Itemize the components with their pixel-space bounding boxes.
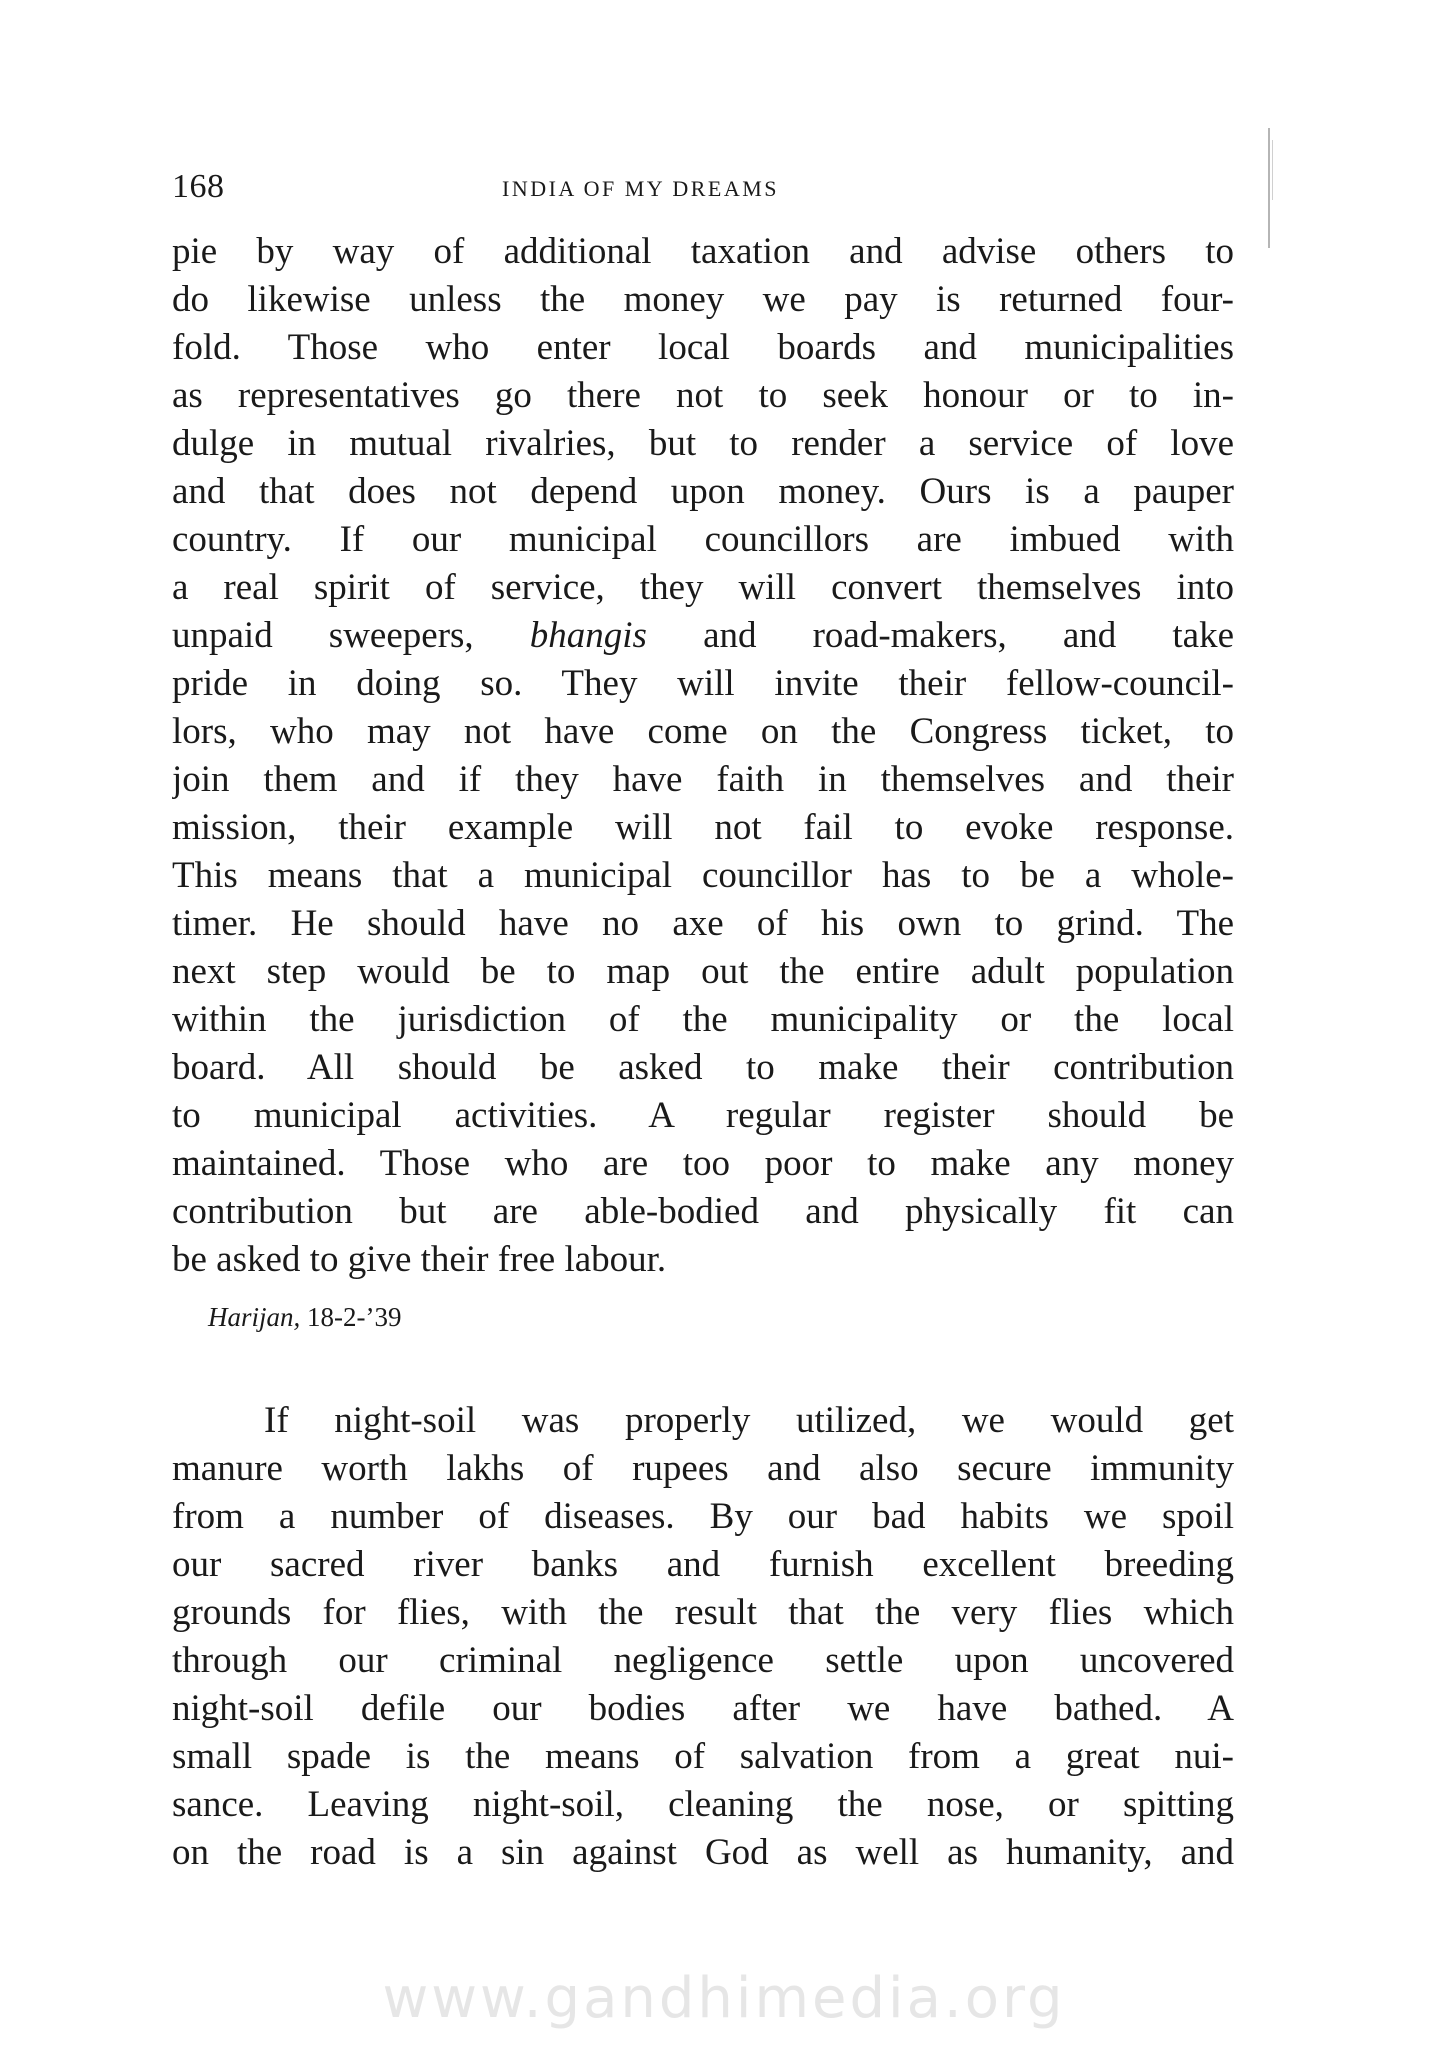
source-publication: Harijan,	[208, 1302, 301, 1332]
text-line: our sacred river banks and furnish excellent breeding	[172, 1544, 1234, 1585]
running-head: INDIA OF MY DREAMS	[502, 176, 780, 201]
text-line: fold. Those who enter local boards and municipalities	[172, 327, 1234, 368]
scan-edge-mark	[1268, 128, 1270, 248]
text-line: next step would be to map out the entire adult population	[172, 951, 1234, 992]
text-line: This means that a municipal councillor has to be a whole-	[172, 855, 1234, 896]
text-line: timer. He should have no axe of his own to grind. The	[172, 903, 1234, 944]
text-line: manure worth lakhs of rupees and also secure immunity	[172, 1448, 1234, 1489]
text-line: dulge in mutual rivalries, but to render a service of love	[172, 423, 1234, 464]
text-line: small spade is the means of salvation from a great nui-	[172, 1736, 1234, 1777]
text-line: from a number of diseases. By our bad habits we spoil	[172, 1496, 1234, 1537]
page-header	[172, 168, 1234, 208]
text-line: pride in doing so. They will invite their fellow-council-	[172, 663, 1234, 704]
scan-edge-mark	[1272, 140, 1273, 200]
paragraph-2	[172, 1397, 1234, 1877]
text-line: night-soil defile our bodies after we have bathed. A	[172, 1688, 1234, 1729]
text-line: sance. Leaving night-soil, cleaning the nose, or spitting	[172, 1784, 1234, 1825]
text-line: If night-soil was properly utilized, we would get	[264, 1400, 1234, 1441]
text-line-with-italic	[172, 612, 1234, 660]
text-line: do likewise unless the money we pay is returned four-	[172, 279, 1234, 320]
text-line: grounds for flies, with the result that the very flies which	[172, 1592, 1234, 1633]
text-line: be asked to give their free labour.	[172, 1239, 667, 1280]
text-line: pie by way of additional taxation and advise others to	[172, 231, 1234, 272]
text-line: and that does not depend upon money. Ours is a pauper	[172, 471, 1234, 512]
text-segment: and road-makers, and take	[703, 615, 1234, 656]
text-line: mission, their example will not fail to evoke response.	[172, 807, 1234, 848]
text-line: through our criminal negligence settle upon uncovered	[172, 1640, 1234, 1681]
paragraph-1	[172, 228, 1234, 1284]
source-citation	[208, 1302, 402, 1333]
text-line: a real spirit of service, they will convert themselves into	[172, 567, 1234, 608]
text-line: within the jurisdiction of the municipality or the local	[172, 999, 1234, 1040]
watermark: www.gandhimedia.org	[382, 1966, 1066, 2031]
text-line: lors, who may not have come on the Congress ticket, to	[172, 711, 1234, 752]
text-line: board. All should be asked to make their contribution	[172, 1047, 1234, 1088]
text-segment: unpaid sweepers,	[172, 615, 530, 656]
page-number: 168	[172, 168, 225, 205]
italic-word: bhangis	[529, 615, 647, 656]
text-line: country. If our municipal councillors are imbued with	[172, 519, 1234, 560]
source-date: 18-2-’39	[307, 1302, 402, 1332]
text-line: as representatives go there not to seek honour or to in-	[172, 375, 1234, 416]
text-line: join them and if they have faith in themselves and their	[172, 759, 1234, 800]
text-line: maintained. Those who are too poor to make any money	[172, 1143, 1234, 1184]
text-line: to municipal activities. A regular register should be	[172, 1095, 1234, 1136]
text-line: on the road is a sin against God as well as humanity, and	[172, 1832, 1234, 1873]
text-line: contribution but are able-bodied and physically fit can	[172, 1191, 1234, 1232]
